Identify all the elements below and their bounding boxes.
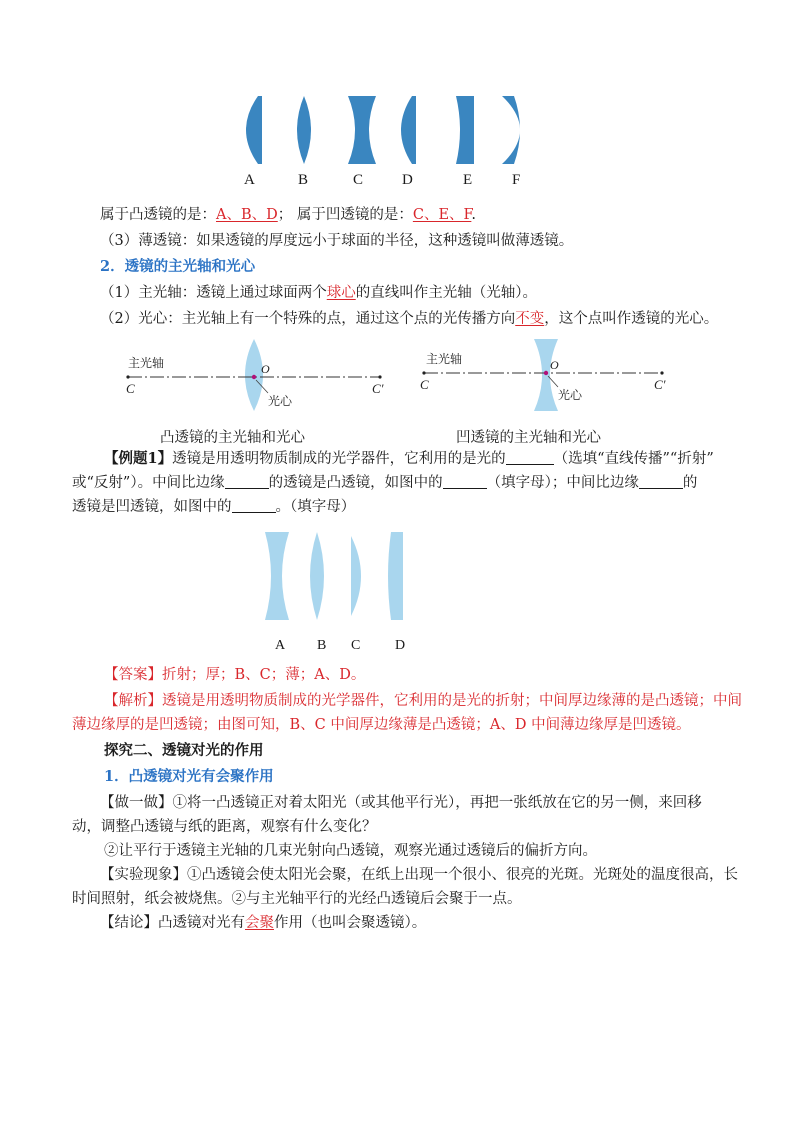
conclusion-highlight: 会聚 bbox=[245, 915, 274, 931]
axis-highlight: 球心 bbox=[326, 285, 356, 301]
convex-c-label: C bbox=[126, 381, 135, 396]
example-label-c: C bbox=[351, 638, 361, 653]
convex-point-c bbox=[126, 375, 129, 378]
lens-classification: 属于凸透镜的是：A、B、D； 属于凹透镜的是：C、E、F. bbox=[100, 207, 476, 223]
lens-e-shape bbox=[456, 96, 474, 164]
explore-section-title: 探究二、透镜对光的作用 bbox=[104, 742, 264, 759]
analysis-line-2: 薄边缘厚的是凹透镜；由图可知，B、C 中间厚边缘薄是凸透镜；A、D 中间薄边缘厚是凹透镜。 bbox=[72, 717, 691, 733]
example-lens-d bbox=[388, 532, 403, 620]
blank-2 bbox=[225, 474, 269, 489]
phenomenon-line-2: 时间照射，纸会被烧焦。②与主光轴平行的光经凸透镜后会聚于一点。 bbox=[72, 891, 522, 907]
convex-caption: 凸透镜的主光轴和光心 bbox=[160, 430, 305, 446]
concave-c-label: C bbox=[420, 377, 429, 392]
concave-point-c bbox=[422, 371, 425, 374]
concave-answer: C、E、F bbox=[412, 207, 472, 223]
phenomenon-line-1: 【实验现象】①凸透镜会使太阳光会聚，在纸上出现一个很小、很亮的光斑。光斑处的温度很高，长 bbox=[100, 867, 738, 883]
example-line-2: 或“反射”）。中间比边缘 的透镜是凸透镜，如图中的 （填字母）；中间比边缘 的 bbox=[72, 475, 698, 491]
convex-c-prime-label: C′ bbox=[372, 381, 384, 396]
lens-f-shape bbox=[502, 96, 520, 164]
convex-o-label: O bbox=[261, 362, 270, 376]
concave-center-label: 光心 bbox=[558, 388, 583, 402]
lens-label-b: B bbox=[298, 172, 309, 188]
lens-c-shape bbox=[348, 96, 376, 164]
blank-4 bbox=[639, 474, 683, 489]
do-it-line-1: 【做一做】①将一凸透镜正对着太阳光（或其他平行光），再把一张纸放在它的另一侧，来回移 bbox=[100, 795, 702, 811]
example-label-a: A bbox=[275, 638, 286, 653]
example-line-1: 【例题1】透镜是用透明物质制成的光学器件，它利用的是光的 （选填“直线传播”“折射” bbox=[104, 450, 714, 467]
example-lens-figure bbox=[255, 528, 425, 654]
concave-o-label: O bbox=[550, 358, 559, 372]
convex-answer: A、B、D bbox=[216, 207, 278, 223]
do-it-line-2: 动，调整凸透镜与纸的距离，观察有什么变化？ bbox=[72, 819, 377, 835]
convex-axis-label: 主光轴 bbox=[128, 356, 165, 370]
concave-optical-center bbox=[544, 371, 548, 375]
lens-b-shape bbox=[297, 96, 311, 164]
example-lens-c bbox=[351, 536, 361, 616]
convex-center-label: 光心 bbox=[268, 394, 293, 408]
lens-label-a: A bbox=[244, 172, 255, 188]
convex-optical-center bbox=[252, 375, 256, 379]
blank-3 bbox=[443, 474, 487, 489]
lens-label-e: E bbox=[463, 172, 473, 188]
thin-lens-definition: （3）薄透镜：如果透镜的厚度远小于球面的半径，这种透镜叫做薄透镜。 bbox=[100, 233, 574, 249]
analysis-line-1: 【解析】透镜是用透明物质制成的光学器件，它利用的是光的折射；中间厚边缘薄的是凸透镜；中间 bbox=[104, 693, 742, 709]
lens-label-f: F bbox=[512, 172, 521, 188]
concave-caption: 凹透镜的主光轴和光心 bbox=[456, 430, 601, 446]
concave-point-c-prime bbox=[660, 371, 663, 374]
section-2-title: 2．透镜的主光轴和光心 bbox=[100, 258, 256, 275]
lens-d-shape bbox=[401, 96, 416, 164]
optical-center-definition: （2）光心：主光轴上有一个特殊的点，通过这个点的光传播方向不变，这个点叫作透镜的光心。 bbox=[100, 311, 719, 327]
principal-axis-definition: （1）主光轴：透镜上通过球面两个球心的直线叫作主光轴（光轴）。 bbox=[100, 285, 537, 301]
lens-types-figure bbox=[220, 88, 560, 193]
center-highlight: 不变 bbox=[515, 311, 545, 327]
blank-1 bbox=[506, 450, 554, 465]
example-label-d: D bbox=[395, 638, 406, 653]
conclusion: 【结论】凸透镜对光有会聚作用（也叫会聚透镜）。 bbox=[100, 915, 427, 931]
answer: 【答案】折射；厚；B、C；薄；A、D。 bbox=[104, 667, 366, 683]
convex-point-c-prime bbox=[378, 375, 381, 378]
do-it-line-3: ②让平行于透镜主光轴的几束光射向凸透镜，观察光通过透镜后的偏折方向。 bbox=[104, 843, 597, 859]
example-lens-b bbox=[310, 532, 324, 620]
example-label-b: B bbox=[317, 638, 327, 653]
blank-5 bbox=[232, 498, 276, 513]
concave-axis-diagram bbox=[412, 335, 692, 415]
concave-c-prime-label: C′ bbox=[654, 377, 666, 392]
lens-a-shape bbox=[246, 96, 262, 164]
example-lens-a bbox=[265, 532, 289, 620]
example-tag: 【例题1】 bbox=[104, 450, 173, 467]
subsection-1-title: 1．凸透镜对光有会聚作用 bbox=[104, 768, 274, 785]
lens-label-c: C bbox=[353, 172, 364, 188]
example-line-3: 透镜是凹透镜，如图中的 。（填字母） bbox=[72, 499, 356, 515]
lens-label-d: D bbox=[402, 172, 413, 188]
concave-axis-label: 主光轴 bbox=[426, 352, 463, 366]
convex-axis-diagram bbox=[118, 335, 398, 415]
